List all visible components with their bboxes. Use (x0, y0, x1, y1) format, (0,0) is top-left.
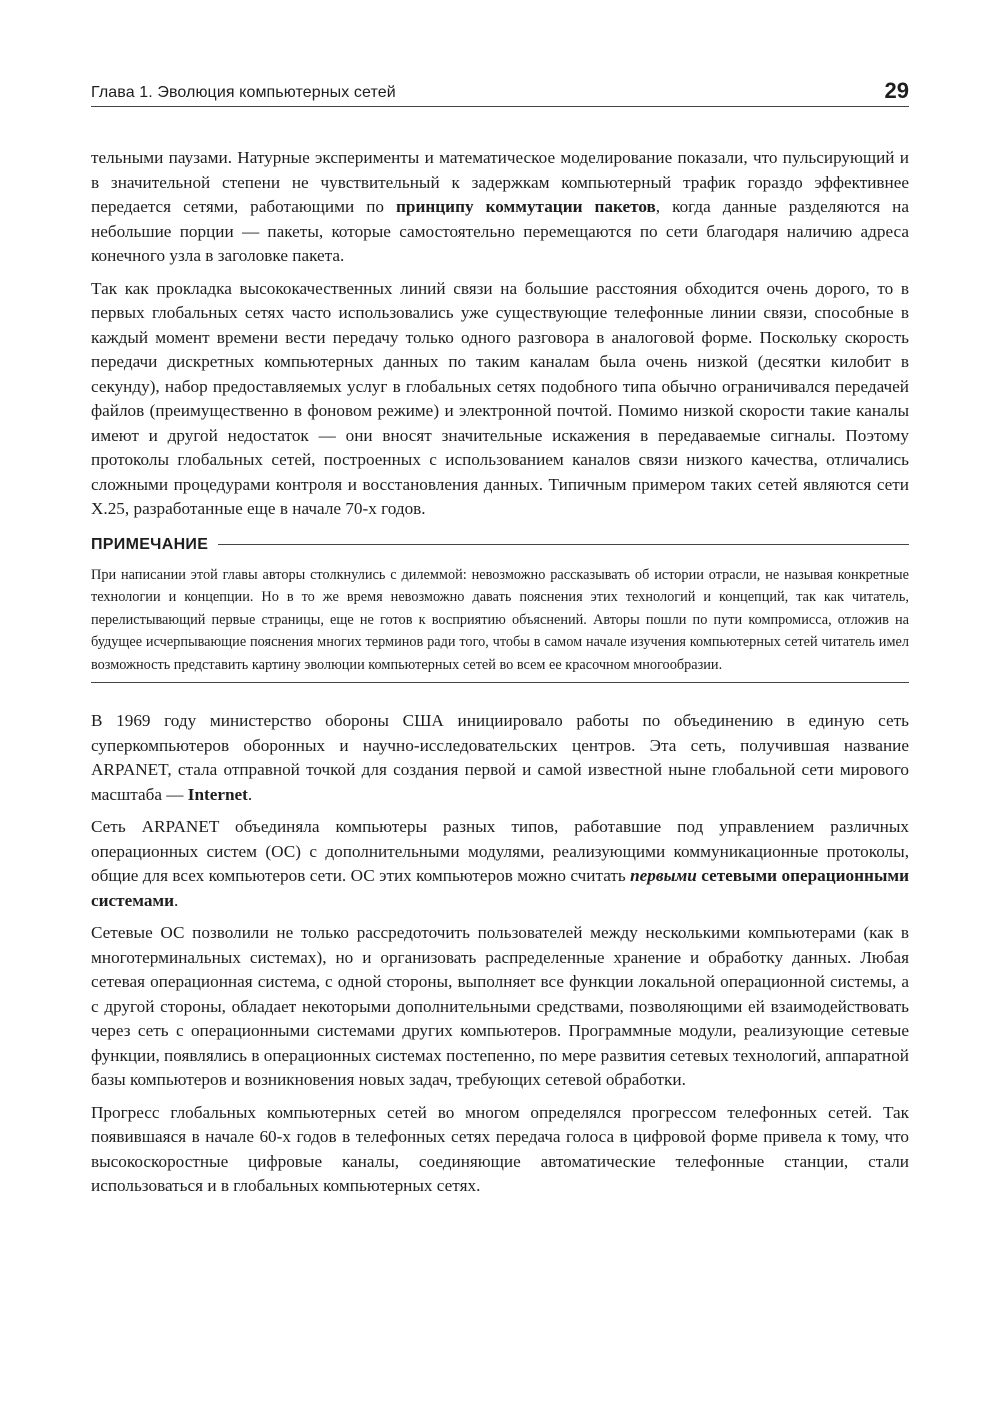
running-header (91, 80, 909, 107)
text-run: тельными паузами. Натурные эксперименты и математическое моделирование показали, что пульсирующий и в значительной степени не чувствительный к задержкам компьютерный трафик гораздо эффективнее передается сетями, работающими по (91, 148, 909, 216)
page-body (91, 146, 909, 1207)
page-number: 29 (884, 78, 909, 103)
paragraph-arpanet (91, 709, 909, 807)
note-bottom-rule (91, 682, 909, 683)
text-run: . (247, 784, 253, 804)
note-top-rule (218, 544, 909, 545)
text-run: , когда данные разделяются на небольшие порции — пакеты, которые самостоятельно перемещаются по сети благодаря наличию адреса конечного узла в заголовке пакета. (91, 197, 909, 265)
chapter-title: Глава 1. Эволюция компьютерных сетей (91, 84, 396, 101)
paragraph-distributed-storage: Сетевые ОС позволили не только рассредоточить пользователей между несколькими компьютерами (как в многотерминальных системах), но и организовать распределенные хранение и обработку данных. Любая сетевая операционная система, с одной стороны, выполняет все функции локальной операционной системы, а с другой стороны, обладает некоторыми дополнительными средствами, позволяющими ей взаимодействовать через сеть с операционными системами других компьютеров. Программные модули, реализующие сетевые функции, появлялись в операционных системах постепенно, по мере развития сетевых технологий, аппаратной базы компьютеров и возникновения новых задач, требующих сетевой обработки. (91, 923, 909, 1090)
paragraph-global-progress: Прогресс глобальных компьютерных сетей во многом определялся прогрессом телефонных сетей. Так появившаяся в начале 60-х годов в телефонных сетях передача голоса в цифровой форме привела к тому, что высокоскоростные цифровые каналы, соединяющие автоматические телефонные станции, стали использоваться и в глобальных компьютерных сетях. (91, 1102, 909, 1196)
term-internet: Internet (187, 784, 248, 804)
paragraph-network-os (91, 815, 909, 913)
term-packet-switching: принципу коммутации пакетов (396, 197, 656, 216)
emphasis-first: первыми (630, 866, 697, 886)
paragraph-telephone-lines: Так как прокладка высококачественных линий связи на большие расстояния обходится очень дорого, то в первых глобальных сетях часто использовались уже существующие телефонные линии связи, способные в каждый момент времени вести передачу только одного разговора в аналоговой форме. Поскольку скорость передачи дискретных компьютерных данных по таким каналам была очень низкой (десятки килобит в секунду), набор предоставляемых услуг в глобальных сетях подобного типа обычно ограничивался передачей файлов (преимущественно в фоновом режиме) и электронной почтой. Помимо низкой скорости такие каналы имеют и другой недостаток — они вносят значительные искажения в передаваемые сигналы. Поэтому протоколы глобальных сетей, построенных с использованием каналов связи низкого качества, отличались сложными процедурами контроля и восстановления данных. Типичным примером таких сетей являются сети X.25, разработанные еще в начале 70-х годов. (91, 278, 909, 518)
note-header (91, 536, 909, 554)
text-run: . (174, 890, 179, 910)
note-text: При написании этой главы авторы столкнулись с дилеммой: невозможно рассказывать об истории отрасли, не называя конкретные технологии и концепции. Но в то же время невозможно давать пояснения этих технологий и концепций, так как читатель, перелистывающий первые страницы, еще не готов к восприятию объяснений. Авторы пошли по пути компромисса, отложив на будущее исчерпывающие пояснения многих терминов ради того, чтобы в самом начале изучения компьютерных сетей читатель имел возможность представить картину эволюции компьютерных сетей во всем ее красочном многообразии. (91, 566, 909, 673)
paragraph-packet-switching (91, 146, 909, 269)
text-run: В 1969 году министерство обороны США инициировало работы по объединению в единую сеть суперкомпьютеров оборонных и научно-исследовательских центров. Эта сеть, получившая название ARPANET, стала отправной точкой для создания первой и самой известной ныне глобальной сети мирового масштаба — (91, 711, 909, 804)
term-network-os: сетевыми операционными системами (91, 866, 909, 910)
text-run: Сеть ARPANET объединяла компьютеры разных типов, работавшие под управлением различных операционных систем (ОС) с дополнительными модулями, реализующими коммуникационные протоколы, общие для всех компьютеров сети. ОС этих компьютеров можно считать (91, 817, 909, 886)
note-title: ПРИМЕЧАНИЕ (91, 535, 209, 553)
